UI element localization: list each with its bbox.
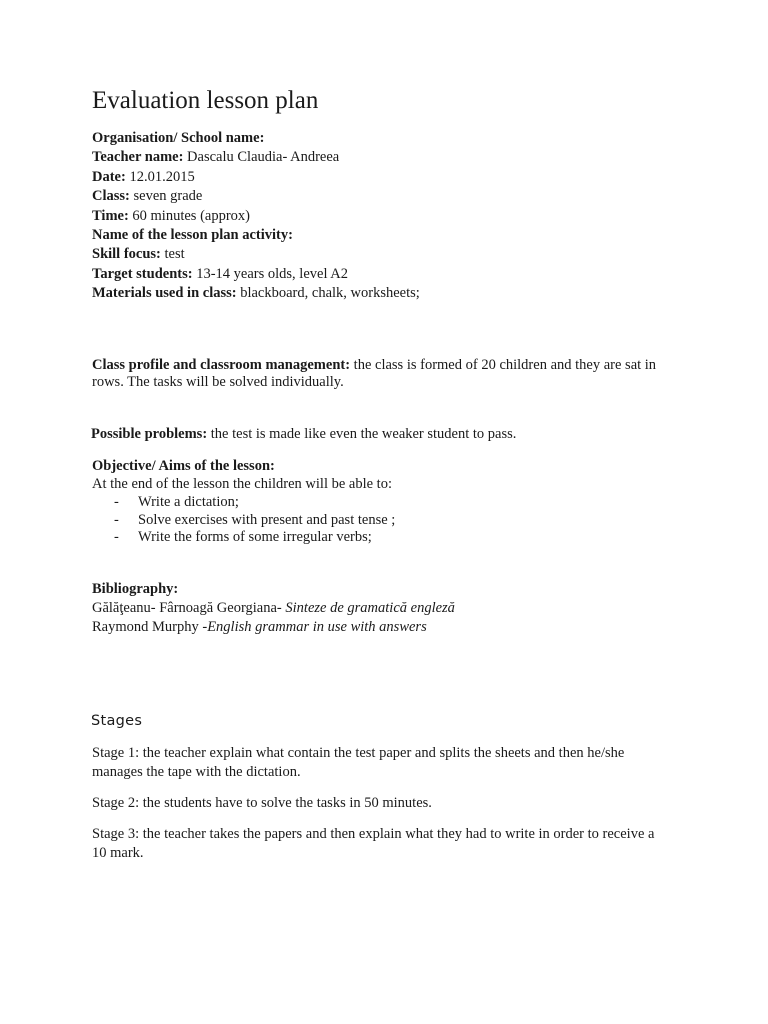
list-item-text: Write the forms of some irregular verbs; (138, 529, 372, 545)
possible-problems-paragraph (91, 426, 671, 443)
info-label: Target students: (92, 265, 193, 282)
list-item (92, 529, 672, 547)
info-row-class (92, 187, 712, 206)
bullet-dash: - (114, 494, 119, 510)
stage-paragraph: Stage 2: the students have to solve the tasks in 50 minutes. (92, 795, 432, 811)
stages-heading: Stages (91, 713, 143, 729)
info-value: 60 minutes (approx) (128, 207, 250, 224)
lesson-info (92, 129, 712, 304)
bullet-dash: - (114, 529, 119, 545)
list-item-text: Solve exercises with present and past tense ; (138, 511, 396, 528)
info-row-teacher (92, 148, 712, 167)
info-label: Organisation/ School name: (92, 130, 265, 146)
bibliography-entry (92, 618, 672, 637)
objective-intro: At the end of the lesson the children will be able to: (92, 476, 392, 492)
info-row-skill (92, 245, 712, 264)
info-row-materials (92, 284, 712, 303)
bibliography-heading: Bibliography: (92, 581, 179, 597)
info-label: Skill focus: (92, 246, 161, 263)
info-label: Date: (92, 168, 126, 185)
objective-section (92, 458, 672, 547)
info-row-time (92, 207, 712, 226)
bibliography-author: Raymond Murphy - (92, 619, 208, 635)
info-label: Time: (92, 207, 129, 224)
info-row-target (92, 265, 712, 284)
page-title: Evaluation lesson plan (92, 87, 319, 114)
info-value: seven grade (129, 188, 203, 205)
class-profile-paragraph (92, 357, 672, 391)
bibliography-title: Sinteze de gramatică engleză (285, 600, 455, 616)
class-profile-text: the class is formed of 20 children and they are sat in rows. The tasks will be solved individually. (92, 357, 657, 390)
bullet-dash: - (114, 511, 119, 528)
info-value: 12.01.2015 (125, 168, 195, 185)
list-item (92, 512, 672, 530)
stage-paragraph: Stage 3: the teacher takes the papers and then explain what they had to write in order to receive a 10 mark. (92, 826, 655, 861)
bibliography-title: English grammar in use with answers (207, 619, 427, 635)
info-value: test (160, 246, 185, 263)
bibliography-entry (92, 599, 672, 618)
possible-problems-text: the test is made like even the weaker student to pass. (207, 426, 517, 442)
info-label: Name of the lesson plan activity: (92, 227, 293, 244)
list-item-text: Write a dictation; (138, 494, 239, 510)
info-row-organisation (92, 129, 712, 148)
bibliography-section (92, 580, 672, 637)
info-value: blackboard, chalk, worksheets; (236, 285, 420, 302)
objective-heading: Objective/ Aims of the lesson: (92, 458, 275, 474)
info-value: 13-14 years olds, level A2 (192, 265, 349, 282)
info-label: Teacher name: (92, 149, 184, 166)
list-item (92, 494, 672, 512)
info-label: Materials used in class: (92, 285, 237, 302)
class-profile-label: Class profile and classroom management: (92, 357, 351, 373)
info-row-date (92, 168, 712, 187)
info-value: Dascalu Claudia- Andreea (183, 149, 340, 166)
info-label: Class: (92, 188, 130, 205)
objective-list (92, 494, 672, 547)
stage-paragraph: Stage 1: the teacher explain what contain the test paper and splits the sheets and then he/she manages the tape with the dictation. (92, 745, 625, 780)
info-row-activity (92, 226, 712, 245)
bibliography-author: Gălăţeanu- Fârnoagă Georgiana- (92, 600, 286, 616)
possible-problems-label: Possible problems: (91, 426, 208, 442)
